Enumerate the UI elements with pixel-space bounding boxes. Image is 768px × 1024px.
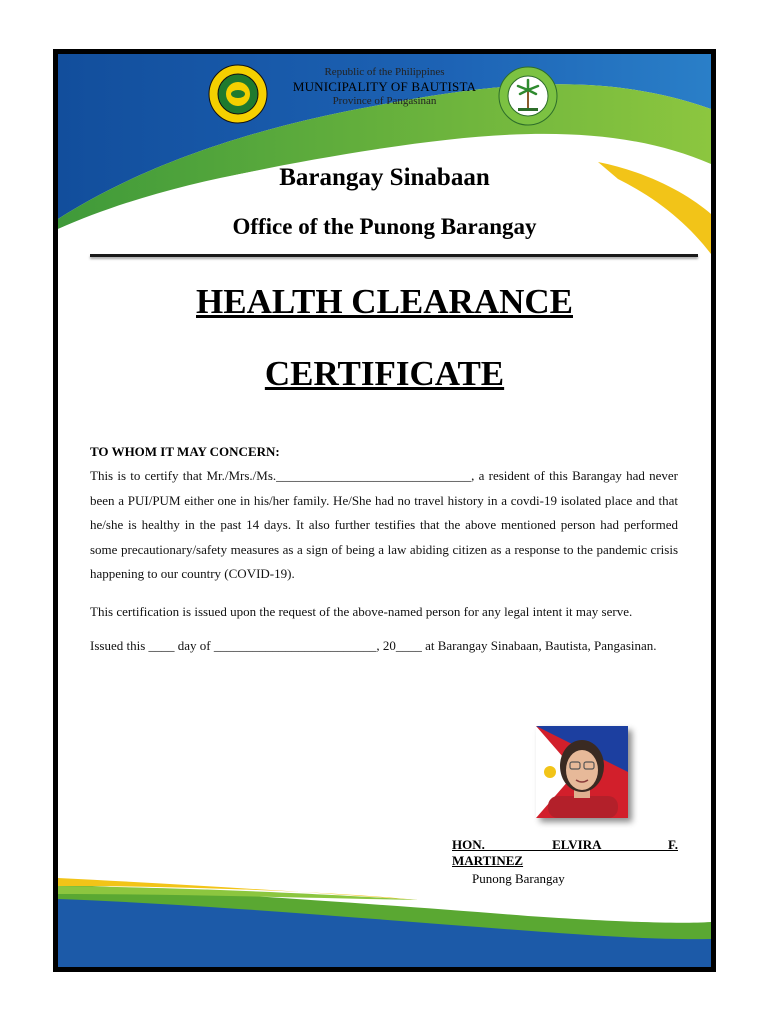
issuance-paragraph: Issued this ____ day of _________________________, 20____ at Barangay Sinabaan, Bautista, Pangasinan. <box>90 638 657 653</box>
signatory-title: Punong Barangay <box>472 871 565 886</box>
office-name: Office of the Punong Barangay <box>232 214 537 239</box>
certification-paragraph: This is to certify that Mr./Mrs./Ms.______________________________, a resident of this Barangay had never been a PUI/PUM either one in his/her family. He/She had no travel history in a covdi-19 isolated place and that he/she is healthy in the past 14 days. It also further testifies that the above mentioned person had performed some precautionary/safety measures as a sign of being a law abiding citizen as a response to the pandemic crisis happening to our country (COVID-19). <box>90 468 678 581</box>
republic-label: Republic of the Philippines <box>324 66 445 78</box>
purpose-paragraph: This certification is issued upon the request of the above-named person for any legal intent it may serve. <box>90 604 633 619</box>
footer-wave-decoration <box>58 864 711 967</box>
signatory-name: HON. ELVIRA F. <box>452 837 678 852</box>
barangay-name: Barangay Sinabaan <box>279 164 490 191</box>
salutation: TO WHOM IT MAY CONCERN: <box>90 444 280 459</box>
certificate-title-line2: CERTIFICATE <box>264 354 505 393</box>
municipality-label: MUNICIPALITY OF BAUTISTA <box>292 79 477 94</box>
signatory-name-continued: MARTINEZ <box>452 853 524 868</box>
title-divider <box>90 254 698 257</box>
province-label: Province of Pangasinan <box>332 95 437 107</box>
official-photo-image <box>536 726 628 818</box>
certificate-title-line1: HEALTH CLEARANCE <box>196 282 573 321</box>
official-photo <box>536 726 628 818</box>
certificate-page <box>58 54 711 967</box>
